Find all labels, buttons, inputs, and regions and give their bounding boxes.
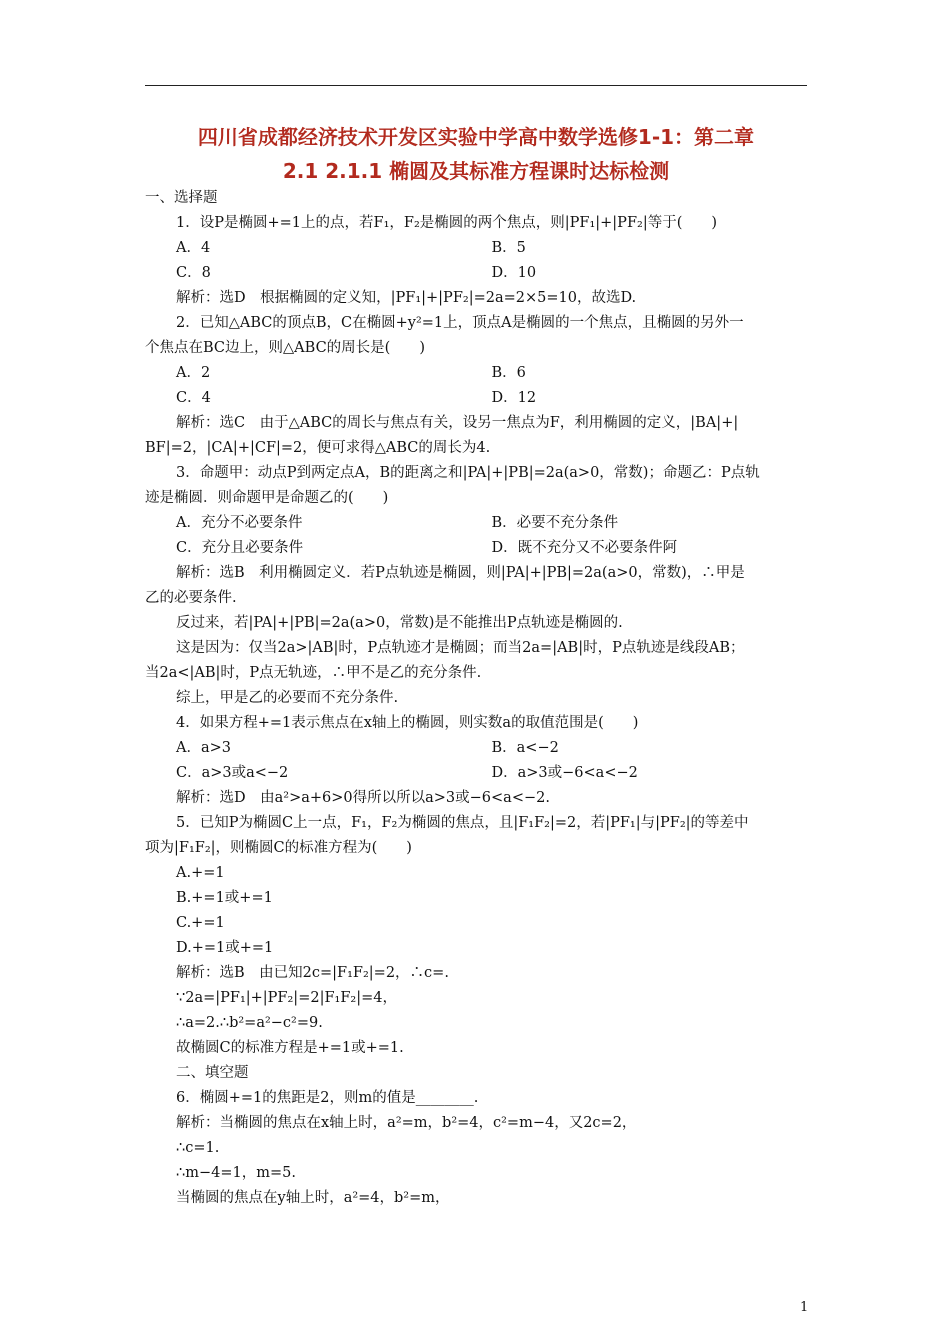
option-d: D.+=1或+=1 [176,940,274,956]
section-heading: 一、选择题 [145,190,218,206]
question-6-solution-line-3: ∴m−4=1，m=5. [176,1165,296,1181]
question-6-stem: 6．椭圆+=1的焦距是2，则m的值是________. [176,1090,479,1106]
question-2-options-row-2 [145,386,807,411]
question-3-solution-line-2: 乙的必要条件. [145,590,237,606]
option-b: B.+=1或+=1 [176,890,273,906]
document-title-line-1: 四川省成都经济技术开发区实验中学高中数学选修1-1：第二章 [197,125,755,149]
option-d: D．12 [491,390,537,406]
question-2-stem-line-1: 2．已知△ABC的顶点B，C在椭圆+y²=1上，顶点A是椭圆的一个焦点，且椭圆的另外一 [176,315,744,331]
option-c: C．a>3或a<−2 [176,765,289,781]
question-4-stem: 4．如果方程+=1表示焦点在x轴上的椭圆，则实数a的取值范围是( ) [176,715,639,731]
question-1-options-row-1 [145,236,807,261]
question-5-solution-line-1: 解析：选B 由已知2c=|F₁F₂|=2，∴c=. [176,965,449,981]
question-5-stem-line-2: 项为|F₁F₂|，则椭圆C的标准方程为( ) [145,840,412,856]
question-5-solution-line-2: ∵2a=|PF₁|+|PF₂|=2|F₁F₂|=4， [176,990,397,1006]
option-b: B．a<−2 [491,740,559,756]
question-2-options-row-1 [145,361,807,386]
question-2-solution-line-1: 解析：选C 由于△ABC的周长与焦点有关，设另一焦点为F，利用椭圆的定义，|BA|+| [176,415,739,431]
question-1-stem: 1．设P是椭圆+=1上的点，若F₁，F₂是椭圆的两个焦点，则|PF₁|+|PF₂|等于( ) [176,215,718,231]
question-5-solution-line-3: ∴a=2.∴b²=a²−c²=9. [176,1015,323,1031]
question-6-solution-line-1: 解析：当椭圆的焦点在x轴上时，a²=m，b²=4，c²=m−4，又2c=2， [176,1115,637,1131]
option-a: A．4 [176,240,211,256]
question-2-stem-line-2: 个焦点在BC边上，则△ABC的周长是( ) [145,340,425,356]
option-d: D．a>3或−6<a<−2 [491,765,638,781]
document-body [145,186,807,1211]
option-a: A．2 [176,365,211,381]
question-3-stem-line-1: 3．命题甲：动点P到两定点A，B的距离之和|PA|+|PB|=2a(a>0，常数)；命题乙：P点轨 [176,465,760,481]
header-rule [145,85,807,86]
question-3-options-row-1 [145,511,807,536]
question-3-options-row-2 [145,536,807,561]
question-3-solution-line-4: 这是因为：仅当2a>|AB|时，P点轨迹才是椭圆；而当2a=|AB|时，P点轨迹是线段AB； [176,640,745,656]
question-1-options-row-2 [145,261,807,286]
section-heading: 二、填空题 [176,1065,249,1081]
question-4-solution: 解析：选D 由a²>a+6>0得所以所以a>3或−6<a<−2. [176,790,550,806]
question-5-solution-line-4: 故椭圆C的标准方程是+=1或+=1. [176,1040,404,1056]
option-d: D．10 [491,265,537,281]
option-d: D．既不充分又不必要条件阿 [491,540,678,556]
question-1-solution: 解析：选D 根据椭圆的定义知，|PF₁|+|PF₂|=2a=2×5=10，故选D. [176,290,637,306]
question-2-solution-line-2: BF|=2，|CA|+|CF|=2，便可求得△ABC的周长为4. [145,440,491,456]
question-3-solution-line-3: 反过来，若|PA|+|PB|=2a(a>0，常数)是不能推出P点轨迹是椭圆的. [176,615,623,631]
option-c: C．充分且必要条件 [176,540,304,556]
document-title-line-2: 2.1 2.1.1 椭圆及其标准方程课时达标检测 [282,159,670,183]
option-c: C．8 [176,265,211,281]
option-b: B．必要不充分条件 [491,515,619,531]
option-c: C．4 [176,390,211,406]
question-3-solution-line-6: 综上，甲是乙的必要而不充分条件. [176,690,399,706]
option-a: A．充分不必要条件 [176,515,303,531]
option-a: A.+=1 [176,865,225,881]
page-number: 1 [800,1300,809,1315]
question-5-stem-line-1: 5．已知P为椭圆C上一点，F₁，F₂为椭圆的焦点，且|F₁F₂|=2，若|PF₁|与|PF₂|的等差中 [176,815,749,831]
option-b: B．6 [491,365,526,381]
option-a: A．a>3 [176,740,231,756]
question-6-solution-line-4: 当椭圆的焦点在y轴上时，a²=4，b²=m， [176,1190,450,1206]
option-b: B．5 [491,240,526,256]
question-4-options-row-1 [145,736,807,761]
question-3-stem-line-2: 迹是椭圆．则命题甲是命题乙的( ) [145,490,389,506]
option-c: C.+=1 [176,915,225,931]
question-3-solution-line-5: 当2a<|AB|时，P点无轨迹，∴甲不是乙的充分条件. [145,665,482,681]
question-4-options-row-2 [145,761,807,786]
question-6-solution-line-2: ∴c=1. [176,1140,220,1156]
question-3-solution-line-1: 解析：选B 利用椭圆定义．若P点轨迹是椭圆，则|PA|+|PB|=2a(a>0，常数)，∴甲是 [176,565,745,581]
